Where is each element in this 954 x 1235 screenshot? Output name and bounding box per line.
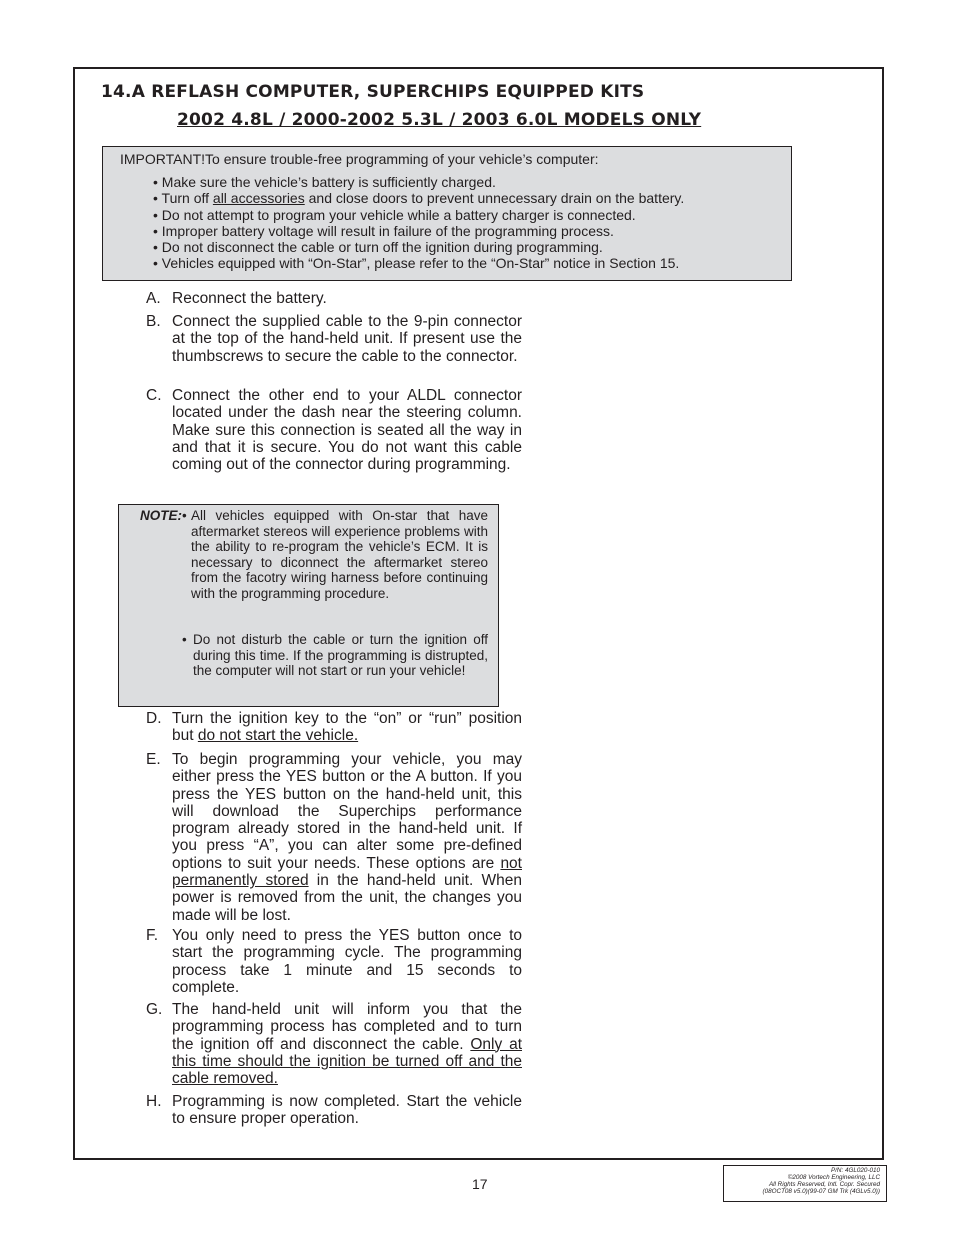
step-g	[146, 1001, 522, 1087]
step-text: You only need to press the YES button once to start the programming cycle. The programming process take 1 minute and 15 seconds to complete.	[172, 927, 522, 996]
step-a	[146, 290, 522, 307]
important-notice-box	[102, 146, 792, 281]
step-d	[146, 710, 522, 745]
note-bullet: •	[182, 632, 187, 647]
step-label: A.	[146, 290, 161, 307]
section-title: 14.A REFLASH COMPUTER, SUPERCHIPS EQUIPPED KITS	[101, 82, 645, 102]
note-item-2: Do not disturb the cable or turn the ignition off during this time. If the programming is distrupted, the computer will not start or run your vehicle!	[193, 632, 488, 679]
step-label: C.	[146, 387, 162, 404]
step-text: Connect the other end to your ALDL connector located under the dash near the steering column. Make sure this connection is seated all the way in and that it is secure. You do not want this cable coming out of the connector during programming.	[172, 387, 522, 474]
note-box	[118, 504, 499, 707]
important-item: • Turn off all accessories and close doors to prevent unnecessary drain on the battery.	[153, 190, 685, 207]
footer-line: (08OCT08 v5.0)(99-07 GM Trk (4GLv5.0))	[762, 1187, 880, 1195]
step-label: E.	[146, 751, 161, 768]
note-label: NOTE:	[140, 508, 182, 523]
page-number: 17	[472, 1176, 488, 1192]
section-subtitle: 2002 4.8L / 2000-2002 5.3L / 2003 6.0L MODELS ONLY	[177, 110, 702, 130]
important-item: • Do not disconnect the cable or turn off the ignition during programming.	[153, 239, 603, 256]
step-c	[146, 387, 522, 473]
important-item: • Make sure the vehicle’s battery is sufficiently charged.	[153, 174, 496, 190]
part-number-box	[723, 1165, 887, 1202]
step-label: F.	[146, 927, 159, 944]
step-label: B.	[146, 313, 161, 330]
footer-line: All Rights Reserved, Intl. Copr. Secured	[768, 1180, 880, 1188]
step-f	[146, 927, 522, 996]
step-text: The hand-held unit will inform you that the programming process has completed and to turn the ignition off and disconnect the cable. Only at this time should the ignition be turned off and the cable removed.	[172, 1001, 522, 1088]
note-bullet: •	[182, 508, 187, 523]
important-list	[153, 174, 684, 272]
step-b	[146, 313, 522, 365]
step-label: D.	[146, 710, 162, 727]
step-text: Reconnect the battery.	[172, 290, 327, 307]
step-text: Turn the ignition key to the “on” or “run” position but do not start the vehicle.	[172, 710, 522, 745]
important-item: • Vehicles equipped with “On-Star”, please refer to the “On-Star” notice in Section 15.	[153, 255, 680, 272]
important-item: • Improper battery voltage will result in failure of the programming process.	[153, 222, 614, 239]
footer-line: ©2008 Vortech Engineering, LLC	[787, 1173, 880, 1181]
important-item: • Do not attempt to program your vehicle while a battery charger is connected.	[153, 206, 636, 223]
step-text: To begin programming your vehicle, you may either press the YES button or the A button. If you press the YES button on the hand-held unit, this will download the Superchips performance program already stored in the hand-held unit. If you press “A”, you can alter some pre-defined options to suit your needs. These options are not permanently stored in the hand-held unit. When power is removed from the unit, the changes you made will be lost.	[172, 751, 522, 924]
step-label: H.	[146, 1093, 162, 1110]
step-text: Programming is now completed. Start the vehicle to ensure proper operation.	[172, 1093, 522, 1128]
step-e	[146, 751, 522, 924]
footer-line: P/N: 4GL020-010	[830, 1167, 880, 1174]
step-label: G.	[146, 1001, 163, 1018]
note-item-1: All vehicles equipped with On-star that have aftermarket stereos will experience problems with the ability to re-program the vehicle’s ECM. It is necessary to diconnect the aftermarket stereo from the facotry wiring harness before continuing with the programming procedure.	[191, 508, 488, 601]
important-heading: IMPORTANT!To ensure trouble-free programming of your vehicle’s computer:	[120, 151, 599, 167]
step-h	[146, 1093, 522, 1128]
step-text: Connect the supplied cable to the 9-pin connector at the top of the hand-held unit. If present use the thumbscrews to secure the cable to the connector.	[172, 313, 522, 365]
